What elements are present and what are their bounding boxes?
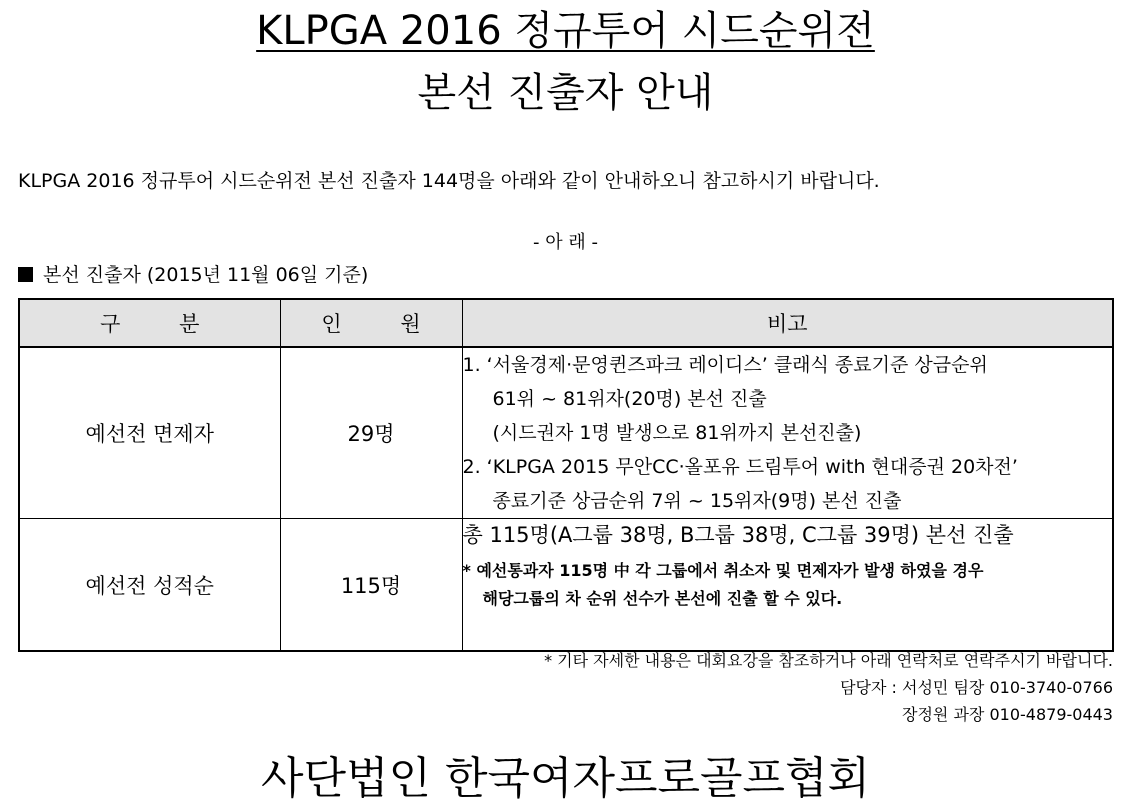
remark-line: 61위 ~ 81위자(20명) 본선 진출 (492, 388, 767, 410)
remark-line: 종료기준 상금순위 7위 ~ 15위자(9명) 본선 진출 (492, 490, 902, 512)
row-category: 예선전 성적순 (19, 519, 280, 652)
qualifiers-table (18, 298, 1114, 652)
square-bullet-icon (18, 267, 33, 282)
header-remarks: 비고 (462, 299, 1113, 347)
remark-line: 1. ‘서울경제·문영퀸즈파크 레이디스’ 클래식 종료기준 상금순위 (462, 354, 988, 376)
table-header-row (19, 299, 1113, 347)
organization-name: 사단법인 한국여자프로골프협회 (260, 753, 871, 804)
row-remarks (462, 347, 1113, 519)
remark-line: (시드권자 1명 발생으로 81위까지 본선진출) (492, 422, 862, 444)
contact-line-2: 장정원 과장 010-4879-0443 (902, 705, 1113, 724)
title-line-1: KLPGA 2016 정규투어 시드순위전 (256, 8, 875, 54)
row-count: 29명 (280, 347, 462, 519)
document-subtitle: 본선 진출자 안내 (417, 70, 714, 116)
table-row (19, 519, 1113, 652)
remark-note-continued: 해당그룹의 차 순위 선수가 본선에 진출 할 수 있다. (482, 589, 843, 608)
section-heading (18, 262, 368, 288)
section-title: 본선 진출자 (2015년 11월 06일 기준) (43, 264, 369, 286)
remark-note: * 예선통과자 115명 中 각 그룹에서 취소자 및 면제자가 발생 하였을 경우 (462, 561, 984, 580)
footer-note: * 기타 자세한 내용은 대회요강을 참조하거나 아래 연락처로 연락주시기 바랍니다. (544, 651, 1113, 670)
below-marker: - 아 래 - (533, 232, 598, 253)
intro-paragraph: KLPGA 2016 정규투어 시드순위전 본선 진출자 144명을 아래와 같이 안내하오니 참고하시기 바랍니다. (18, 170, 880, 192)
remark-line: 2. ‘KLPGA 2015 무안CC·올포유 드림투어 with 현대증권 20차전’ (462, 456, 1018, 478)
remark-summary: 총 115명(A그룹 38명, B그룹 38명, C그룹 39명) 본선 진출 (462, 523, 1014, 547)
row-remarks (462, 519, 1113, 652)
table-row (19, 347, 1113, 519)
document-title (0, 6, 1131, 56)
contact-line-1: 담당자 : 서성민 팀장 010-3740-0766 (840, 678, 1113, 697)
row-category: 예선전 면제자 (19, 347, 280, 519)
row-count: 115명 (280, 519, 462, 652)
header-category: 구 분 (19, 299, 280, 347)
header-count: 인 원 (280, 299, 462, 347)
